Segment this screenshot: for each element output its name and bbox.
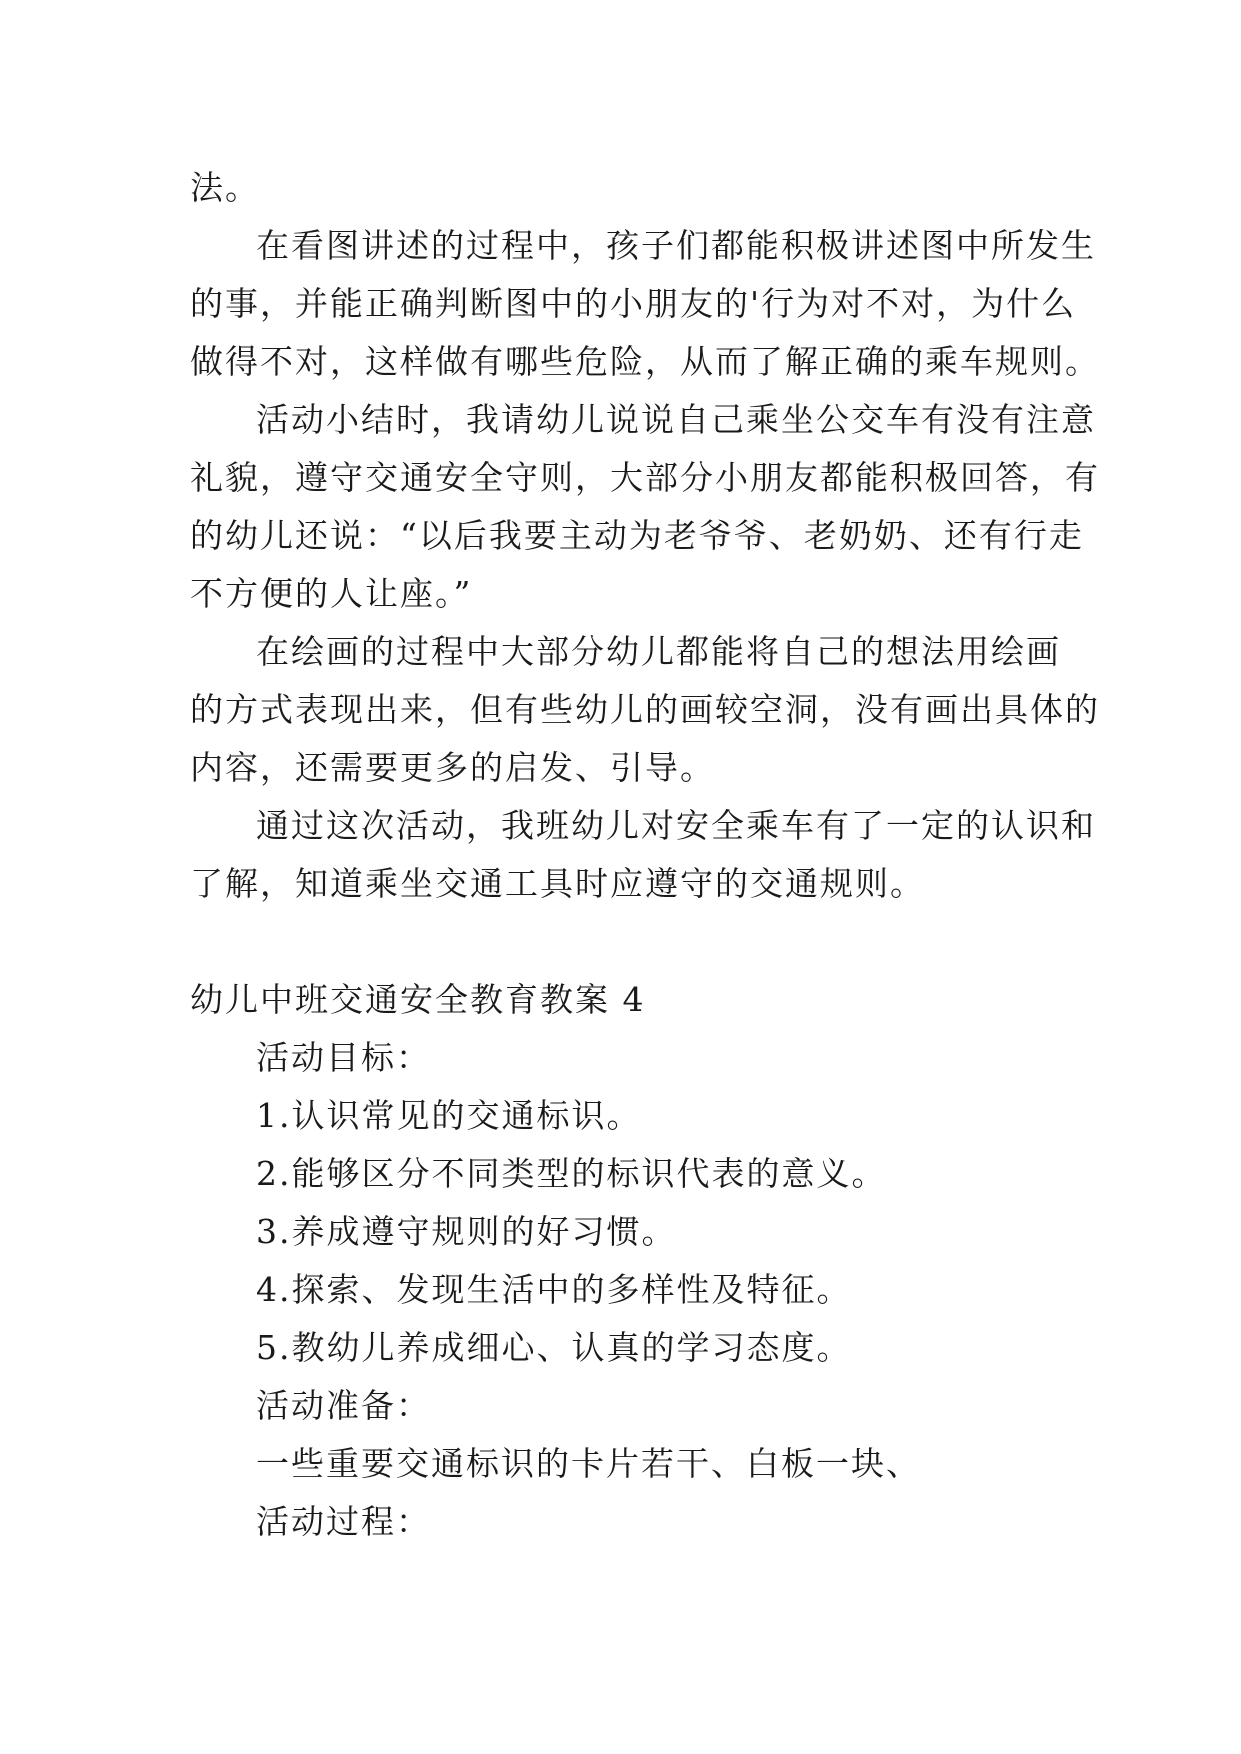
paragraph-line: 内容，还需要更多的启发、引导。 bbox=[190, 748, 715, 787]
paragraph-line: 一些重要交通标识的卡片若干、白板一块、 bbox=[256, 1444, 921, 1483]
list-item: 1.认识常见的交通标识。 bbox=[256, 1096, 642, 1135]
list-item: 4.探索、发现生活中的多样性及特征。 bbox=[256, 1270, 852, 1309]
paragraph-line: 做得不对，这样做有哪些危险，从而了解正确的乘车规则。 bbox=[190, 342, 1100, 381]
paragraph-line: 活动准备： bbox=[256, 1386, 431, 1425]
paragraph-line: 的事，并能正确判断图中的小朋友的'行为对不对，为什么 bbox=[190, 284, 1077, 323]
paragraph-line: 了解，知道乘坐交通工具时应遵守的交通规则。 bbox=[190, 864, 925, 903]
section-heading: 幼儿中班交通安全教育教案 4 bbox=[190, 980, 646, 1019]
paragraph-line: 在绘画的过程中大部分幼儿都能将自己的想法用绘画 bbox=[256, 632, 1061, 671]
list-item: 2.能够区分不同类型的标识代表的意义。 bbox=[256, 1154, 887, 1193]
paragraph-line: 在看图讲述的过程中，孩子们都能积极讲述图中所发生 bbox=[256, 226, 1096, 265]
paragraph-line: 礼貌，遵守交通安全守则，大部分小朋友都能积极回答，有 bbox=[190, 458, 1100, 497]
paragraph-line: 活动目标： bbox=[256, 1038, 431, 1077]
paragraph-line: 法。 bbox=[190, 168, 260, 207]
list-item: 3.养成遵守规则的好习惯。 bbox=[256, 1212, 677, 1251]
list-item: 5.教幼儿养成细心、认真的学习态度。 bbox=[256, 1328, 852, 1367]
paragraph-line: 不方便的人让座。” bbox=[190, 574, 473, 613]
paragraph-line: 活动小结时，我请幼儿说说自己乘坐公交车有没有注意 bbox=[256, 400, 1096, 439]
paragraph-line: 的幼儿还说：“以后我要主动为老爷爷、老奶奶、还有行走 bbox=[190, 516, 1084, 555]
paragraph-line: 的方式表现出来，但有些幼儿的画较空洞，没有画出具体的 bbox=[190, 690, 1100, 729]
paragraph-line: 通过这次活动，我班幼儿对安全乘车有了一定的认识和 bbox=[256, 806, 1096, 845]
paragraph-line: 活动过程： bbox=[256, 1502, 431, 1541]
